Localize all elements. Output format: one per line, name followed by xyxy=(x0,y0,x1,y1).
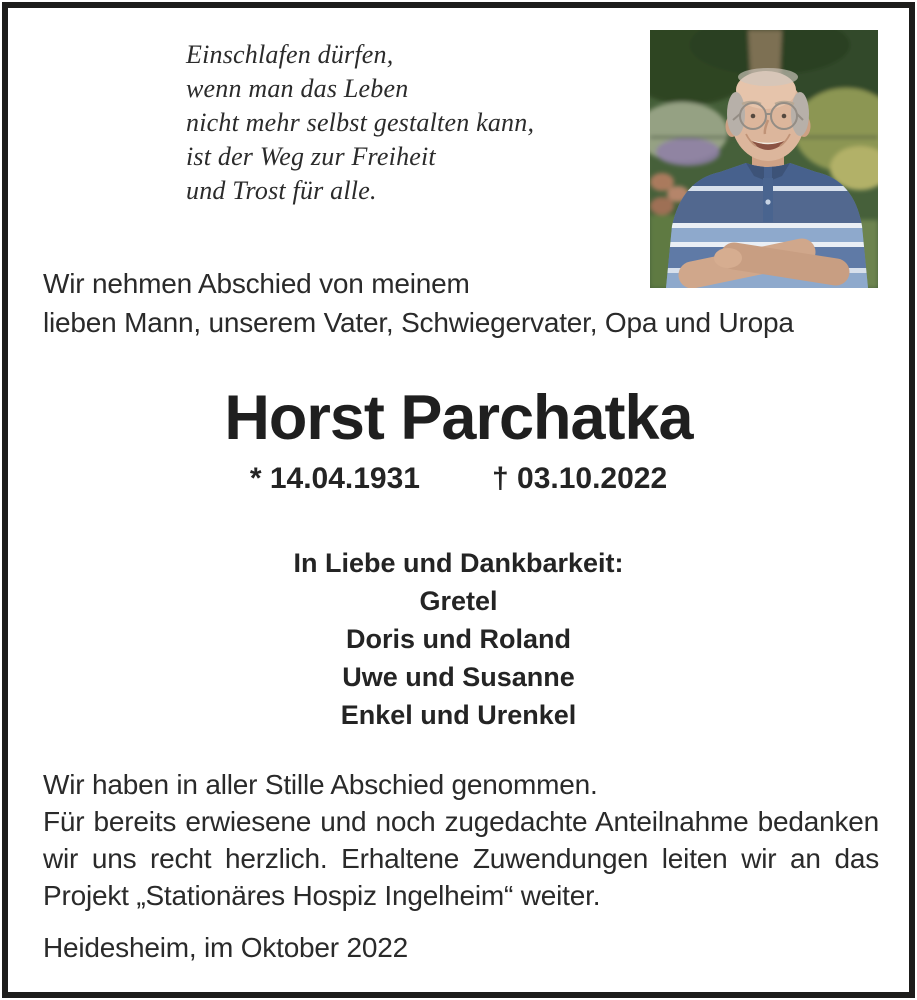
death-date: † 03.10.2022 xyxy=(491,462,668,495)
quote-line: ist der Weg zur Freiheit xyxy=(186,142,436,171)
family-member: Uwe und Susanne xyxy=(342,662,575,692)
deceased-name: Horst Parchatka xyxy=(224,383,693,453)
quote-line: Einschlafen dürfen, xyxy=(186,40,394,69)
farewell-intro xyxy=(43,264,794,342)
grey-hair-side xyxy=(727,92,745,136)
closing-text xyxy=(43,766,879,914)
mourning-family xyxy=(0,544,917,734)
quote-line: nicht mehr selbst gestalten kann, xyxy=(186,108,535,137)
eye xyxy=(751,114,756,119)
life-dates xyxy=(0,462,917,496)
family-member: Gretel xyxy=(419,586,498,616)
grey-hair-top xyxy=(738,68,798,86)
family-member: Doris und Roland xyxy=(346,624,571,654)
quote-line: wenn man das Leben xyxy=(186,74,409,103)
family-member: Enkel und Urenkel xyxy=(340,700,577,730)
memorial-quote xyxy=(186,38,534,208)
closing-line: Wir haben in aller Stille Abschied genommen. xyxy=(43,769,598,800)
closing-line: Für bereits erwiesene und noch zugedachte Anteilnahme bedanken xyxy=(43,806,879,837)
closing-line: wir uns recht herzlich. Erhaltene Zuwendungen leiten wir an das xyxy=(43,843,879,874)
closing-line: Projekt „Stationäres Hospiz Ingelheim“ weiter. xyxy=(43,880,601,911)
intro-line: Wir nehmen Abschied von meinem xyxy=(43,268,470,299)
family-heading: In Liebe und Dankbarkeit: xyxy=(293,548,624,578)
place-dateline: Heidesheim, im Oktober 2022 xyxy=(43,932,408,963)
intro-line: lieben Mann, unserem Vater, Schwiegervater, Opa und Uropa xyxy=(43,307,794,338)
eye xyxy=(782,114,787,119)
quote-line: und Trost für alle. xyxy=(186,176,377,205)
grey-hair-side xyxy=(791,92,809,136)
birth-date: * 14.04.1931 xyxy=(249,462,420,495)
portrait-photo xyxy=(650,30,878,288)
shirt-button xyxy=(765,199,770,204)
